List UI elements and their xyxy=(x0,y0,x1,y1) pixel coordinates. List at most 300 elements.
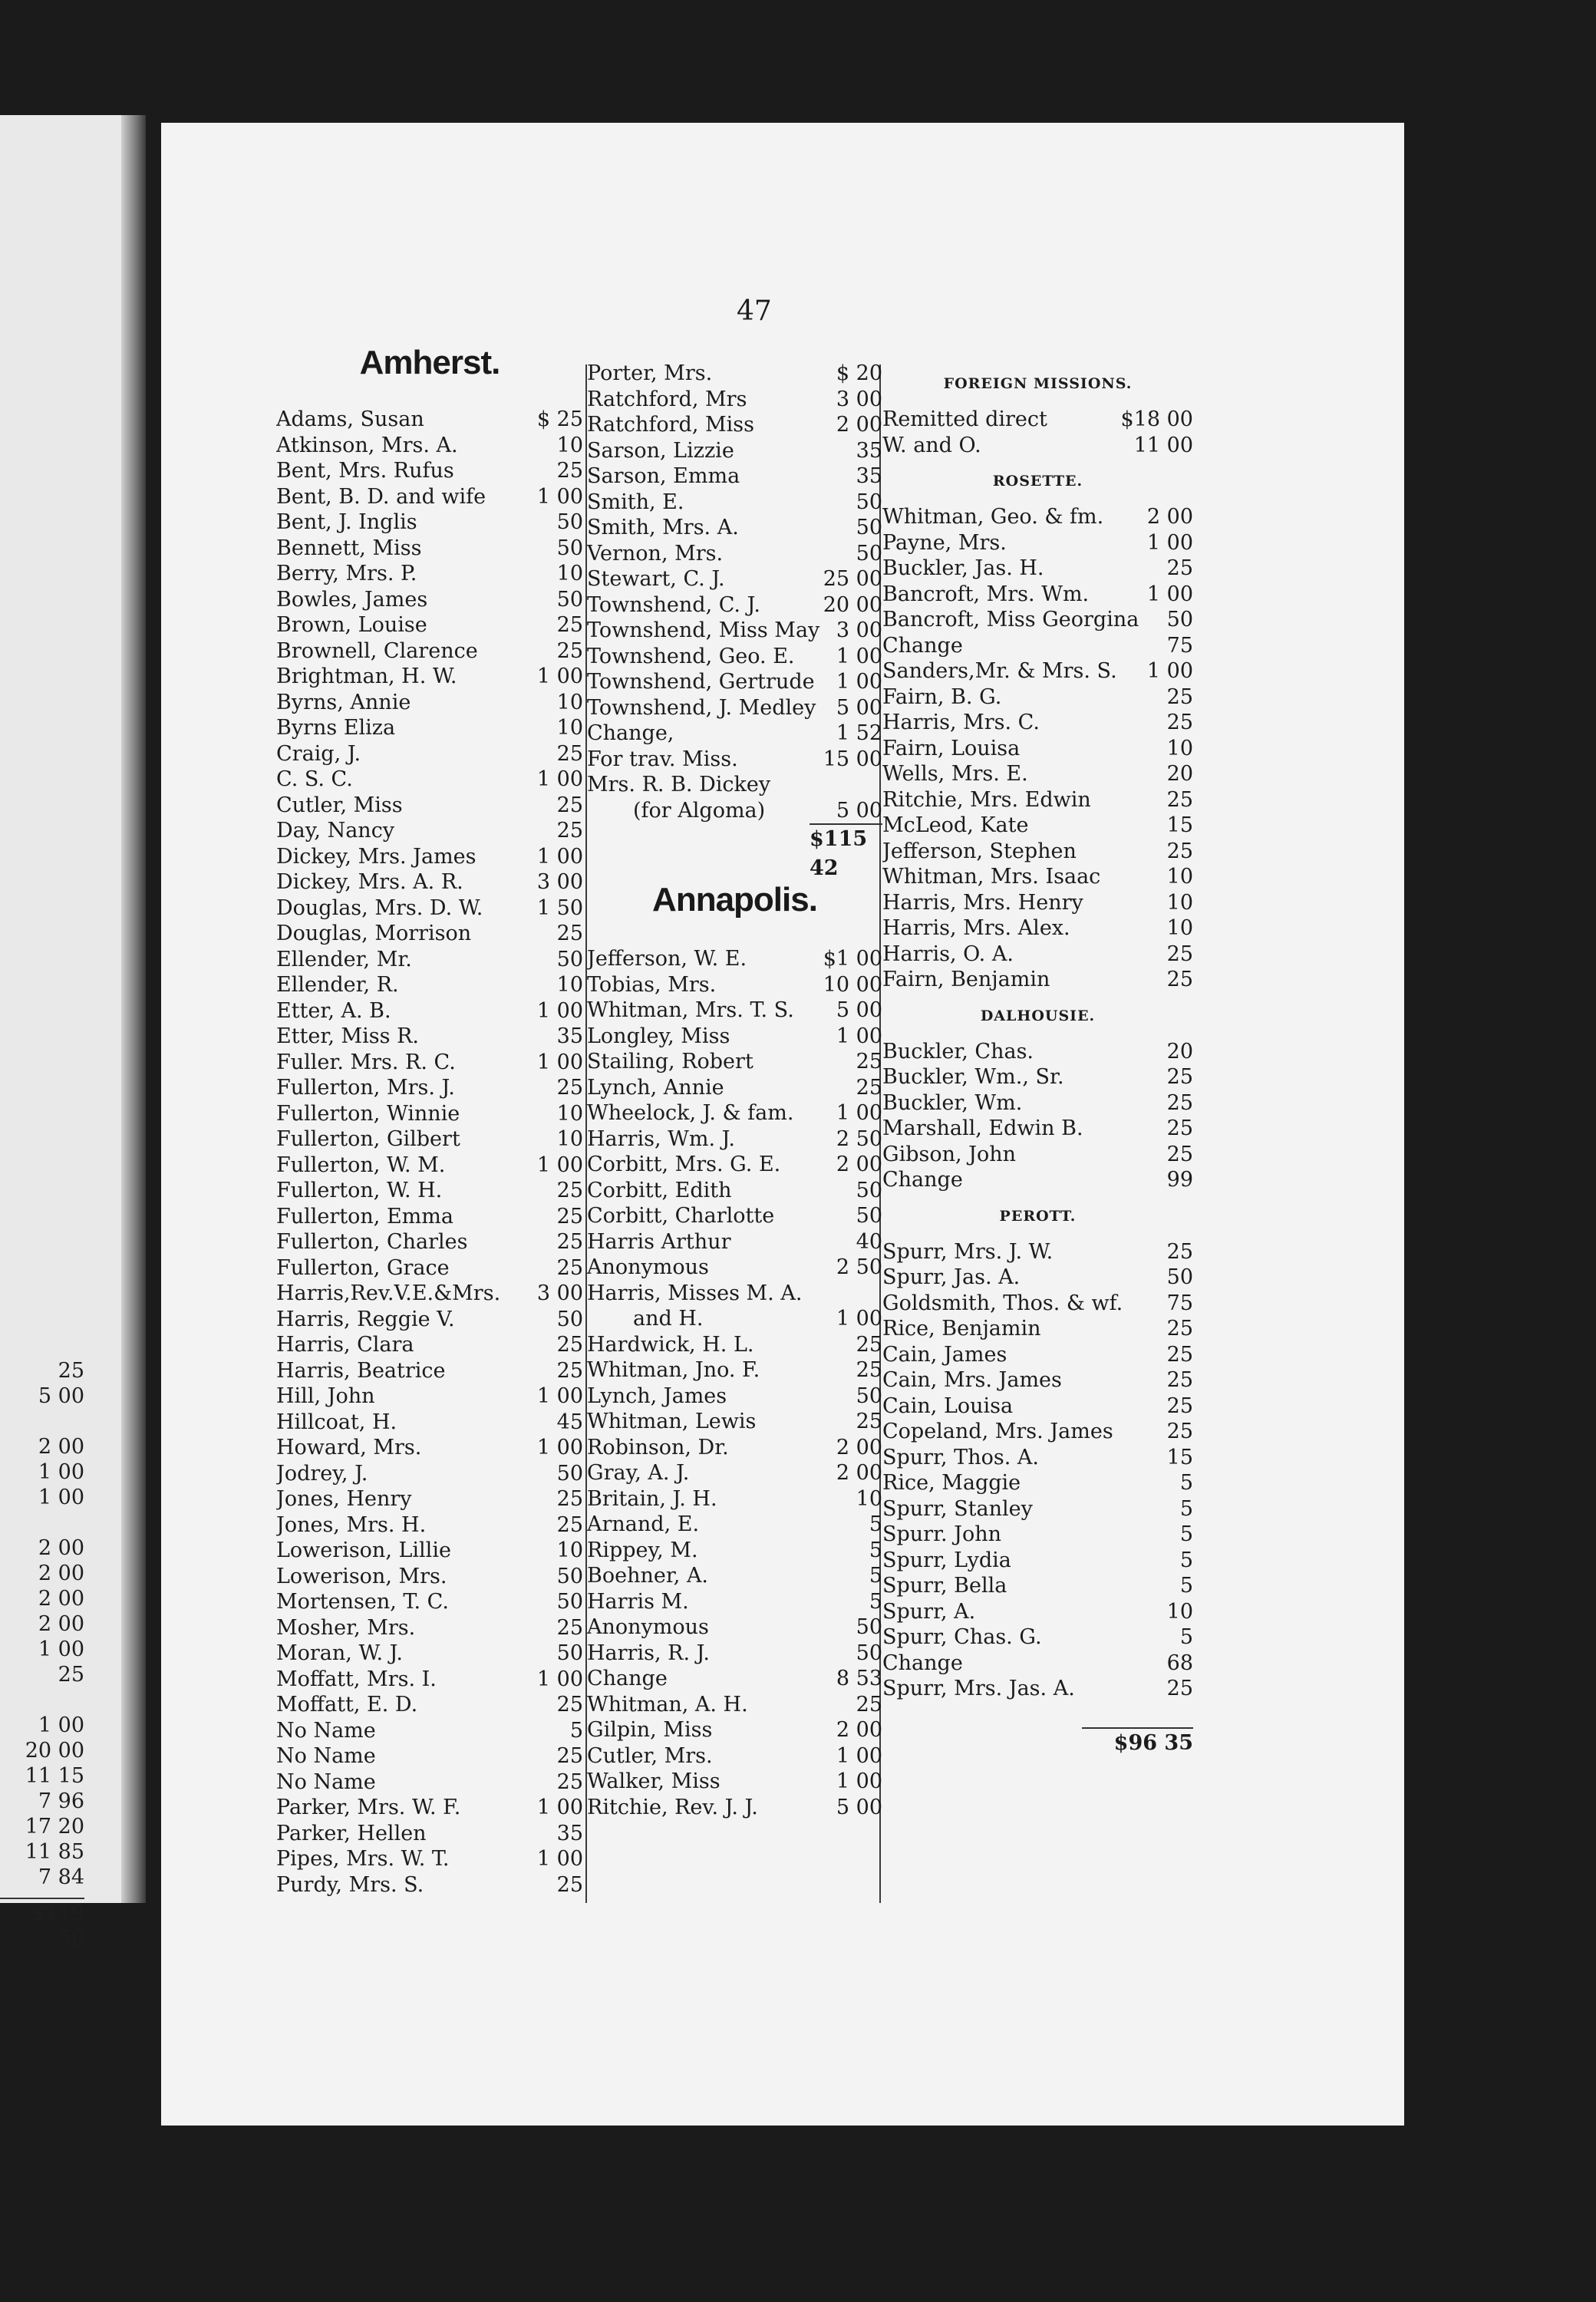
list-item xyxy=(882,942,1193,968)
donation-amount: 25 xyxy=(856,1050,882,1073)
donation-amount: 1 00 xyxy=(536,1436,583,1459)
list-item xyxy=(276,587,583,613)
list-item xyxy=(882,736,1193,762)
list-item xyxy=(587,721,882,747)
donor-name: Adams, Susan xyxy=(276,407,424,431)
facing-page-amount: 1 00 xyxy=(38,1460,84,1484)
donation-amount: 25 xyxy=(856,1410,882,1433)
donation-amount: 10 00 xyxy=(823,972,882,997)
list-item xyxy=(587,1332,882,1358)
donor-name: Moffatt, E. D. xyxy=(276,1693,418,1717)
facing-page-amount: 1 00 xyxy=(38,1713,84,1737)
donor-name: (for Algoma) xyxy=(633,798,766,823)
donor-name: Townshend, Geo. E. xyxy=(587,644,795,668)
donor-name: Harris M. xyxy=(587,1589,689,1614)
donation-amount: $1 00 xyxy=(823,947,882,971)
donor-name: Spurr, Bella xyxy=(882,1574,1007,1598)
donor-name: Jefferson, W. E. xyxy=(587,947,747,971)
donor-name: Spurr, Chas. G. xyxy=(882,1625,1042,1649)
list-item xyxy=(882,433,1193,459)
list-item xyxy=(587,1049,882,1075)
donor-name: Anonymous xyxy=(587,1255,709,1279)
donor-name: C. S. C. xyxy=(276,767,353,791)
list-item xyxy=(276,664,583,690)
donation-amount: 10 xyxy=(556,433,583,457)
donation-amount: 25 xyxy=(1166,1142,1193,1166)
donation-amount: 25 xyxy=(1166,1393,1193,1418)
list-item xyxy=(276,638,583,665)
donation-amount: 25 xyxy=(1166,968,1193,991)
donation-amount: 25 xyxy=(1166,1116,1193,1140)
list-item xyxy=(276,844,583,870)
donation-amount: 1 00 xyxy=(836,670,882,694)
donation-amount: 50 xyxy=(856,1178,882,1202)
donor-name: Spurr, Mrs. J. W. xyxy=(882,1239,1054,1264)
donor-name: W. and O. xyxy=(882,433,981,457)
donation-amount: $ 20 xyxy=(836,361,882,385)
donor-name: Ratchford, Miss xyxy=(587,413,755,437)
list-item xyxy=(882,1470,1193,1496)
donation-amount: 10 xyxy=(1166,916,1193,940)
donation-amount: 35 xyxy=(856,438,882,463)
donation-amount: 45 xyxy=(556,1410,583,1434)
donor-name: Spurr, Stanley xyxy=(882,1496,1033,1521)
list-item xyxy=(276,1718,583,1744)
donor-name: Change xyxy=(882,633,963,658)
donation-amount: 10 xyxy=(556,690,583,714)
donation-amount: 2 00 xyxy=(836,413,882,437)
donation-amount: 25 xyxy=(1166,1342,1193,1367)
list-item xyxy=(587,1384,882,1410)
amherst-list xyxy=(276,407,583,1898)
donor-name: For trav. Miss. xyxy=(587,747,738,771)
donation-amount: 25 xyxy=(556,1333,583,1357)
list-item xyxy=(882,710,1193,736)
rosette-list xyxy=(882,504,1193,993)
donor-name: Rippey, M. xyxy=(587,1538,698,1562)
donation-amount: 5 00 xyxy=(836,998,882,1022)
list-item xyxy=(882,1291,1193,1317)
section-title-foreign-missions: FOREIGN MISSIONS. xyxy=(943,375,1133,392)
donation-amount: 50 xyxy=(556,1564,583,1588)
donor-name: Byrns Eliza xyxy=(276,716,396,740)
list-item xyxy=(276,1615,583,1641)
list-item xyxy=(587,1152,882,1178)
donor-name: Byrns, Annie xyxy=(276,690,411,714)
donor-name: Stewart, C. J. xyxy=(587,567,725,591)
donation-amount: 25 xyxy=(556,1076,583,1100)
column-middle xyxy=(587,361,882,1820)
donation-amount: 25 xyxy=(1166,684,1193,709)
donor-name: Moran, W. J. xyxy=(276,1641,403,1665)
donor-name: Porter, Mrs. xyxy=(587,361,713,385)
donor-name: No Name xyxy=(276,1744,376,1768)
donor-name: and H. xyxy=(633,1307,704,1331)
donor-name: Cain, Mrs. James xyxy=(882,1368,1062,1392)
donor-name: Robinson, Dr. xyxy=(587,1435,729,1459)
list-item xyxy=(276,1795,583,1821)
donor-name: Howard, Mrs. xyxy=(276,1436,422,1459)
list-item xyxy=(587,1229,882,1255)
donor-name: Harris, Beatrice xyxy=(276,1358,446,1383)
donation-amount: 15 00 xyxy=(823,747,882,771)
list-item xyxy=(587,490,882,516)
list-item xyxy=(882,607,1193,633)
donation-amount: 1 00 xyxy=(836,1307,882,1331)
donation-amount: 25 xyxy=(1166,787,1193,812)
donor-name: Fullerton, Emma xyxy=(276,1204,453,1229)
donation-amount: 25 xyxy=(556,1204,583,1229)
donation-amount: 25 xyxy=(556,1744,583,1768)
donation-amount: 10 xyxy=(1166,865,1193,889)
list-item xyxy=(276,1461,583,1487)
donation-amount: 2 50 xyxy=(836,1255,882,1279)
donor-name: Smith, Mrs. A. xyxy=(587,516,739,539)
facing-page-amount: 2 00 xyxy=(38,1562,84,1585)
list-item xyxy=(276,921,583,947)
list-item xyxy=(587,1614,882,1641)
donation-amount: 50 xyxy=(556,1307,583,1331)
list-item xyxy=(587,1255,882,1281)
facing-page-amount: 2 00 xyxy=(38,1587,84,1611)
donor-name: Craig, J. xyxy=(276,741,361,766)
donation-amount: 1 00 xyxy=(836,1101,882,1125)
list-item xyxy=(276,1589,583,1615)
list-item xyxy=(276,561,583,587)
donor-name: Gray, A. J. xyxy=(587,1461,690,1485)
donation-amount: 20 xyxy=(1166,1039,1193,1064)
list-item xyxy=(587,515,882,541)
donation-amount: 10 xyxy=(1166,736,1193,760)
donor-name: Bent, Mrs. Rufus xyxy=(276,459,454,483)
donor-name: Cain, Louisa xyxy=(882,1393,1014,1418)
donor-name: Dickey, Mrs. James xyxy=(276,844,476,869)
list-item xyxy=(276,510,583,536)
donation-amount: 50 xyxy=(556,536,583,560)
donor-name: Boehner, A. xyxy=(587,1564,709,1588)
list-item xyxy=(587,972,882,998)
list-item xyxy=(276,1743,583,1769)
donor-name: Fairn, Louisa xyxy=(882,736,1021,760)
donor-name: Sanders,Mr. & Mrs. S. xyxy=(882,659,1117,683)
donor-name: Smith, E. xyxy=(587,490,684,514)
section-title-rosette: ROSETTE. xyxy=(992,473,1083,490)
list-item xyxy=(587,1306,882,1332)
total-value: $115 42 xyxy=(810,827,868,880)
donation-amount: 50 xyxy=(556,1590,583,1614)
donation-amount: 25 xyxy=(556,459,583,483)
list-item xyxy=(587,361,882,387)
donor-name: No Name xyxy=(276,1769,376,1794)
donation-amount: 25 xyxy=(1166,1239,1193,1264)
donation-amount: 50 xyxy=(556,1641,583,1665)
list-item xyxy=(276,1050,583,1076)
list-item xyxy=(276,1126,583,1153)
list-item xyxy=(276,1486,583,1512)
donation-amount: 5 xyxy=(569,1718,583,1743)
donation-amount: 3 00 xyxy=(836,618,882,642)
list-item xyxy=(276,1512,583,1539)
donation-amount: 25 xyxy=(1166,839,1193,863)
donation-amount: 50 xyxy=(856,516,882,539)
donation-amount: 35 xyxy=(856,464,882,488)
list-item xyxy=(276,1846,583,1872)
donation-amount: 50 xyxy=(856,1615,882,1639)
donor-name: Buckler, Wm. xyxy=(882,1090,1023,1115)
list-item xyxy=(882,1676,1193,1702)
list-item xyxy=(882,633,1193,659)
list-item xyxy=(882,864,1193,890)
donation-amount: 50 xyxy=(856,1641,882,1665)
donation-amount: 1 00 xyxy=(536,484,583,509)
list-item xyxy=(587,1460,882,1486)
donation-amount: 10 xyxy=(556,973,583,997)
donation-amount: 15 xyxy=(1166,1445,1193,1469)
donation-amount: 5 xyxy=(1179,1574,1193,1598)
donation-amount: 25 xyxy=(556,1872,583,1897)
donor-name: Lynch, James xyxy=(587,1384,727,1408)
donor-name: Ratchford, Mrs xyxy=(587,387,747,411)
list-item xyxy=(587,1357,882,1384)
list-item xyxy=(882,915,1193,942)
donation-amount: 25 xyxy=(856,1075,882,1100)
donor-name: Buckler, Wm., Sr. xyxy=(882,1065,1064,1089)
facing-page-left xyxy=(0,115,146,1951)
list-item xyxy=(587,798,882,824)
list-item xyxy=(587,1512,882,1538)
donation-amount: 5 xyxy=(869,1589,882,1614)
donation-amount: 25 xyxy=(556,1179,583,1202)
list-item xyxy=(276,433,583,459)
donor-name: Whitman, A. H. xyxy=(587,1692,748,1717)
donor-name: Harris, Wm. J. xyxy=(587,1126,735,1151)
donor-name: Townshend, C. J. xyxy=(587,592,760,617)
list-item xyxy=(276,1358,583,1384)
donor-name: Harris, Mrs. C. xyxy=(882,711,1040,734)
list-item xyxy=(587,1666,882,1692)
donation-amount: 1 00 xyxy=(536,1050,583,1074)
list-item xyxy=(587,1486,882,1512)
donation-amount: 25 xyxy=(1166,1065,1193,1089)
list-item xyxy=(276,458,583,484)
list-item xyxy=(882,761,1193,787)
donor-name: Whitman, Geo. & fm. xyxy=(882,505,1104,529)
donor-name: Marshall, Edwin B. xyxy=(882,1116,1083,1140)
list-item xyxy=(587,644,882,670)
donor-name: Ellender, Mr. xyxy=(276,947,412,971)
amherst-continued-list xyxy=(587,361,882,823)
donor-name: Hillcoat, H. xyxy=(276,1410,397,1434)
list-item xyxy=(882,1265,1193,1291)
donor-name: Harris, O. A. xyxy=(882,942,1014,966)
donor-name: Whitman, Jno. F. xyxy=(587,1358,760,1382)
list-item xyxy=(882,1316,1193,1342)
donation-amount: 11 00 xyxy=(1133,433,1193,457)
list-item xyxy=(276,1101,583,1127)
donor-name: Wheelock, J. & fam. xyxy=(587,1101,794,1125)
list-item xyxy=(882,813,1193,839)
donor-name: Whitman, Lewis xyxy=(587,1410,757,1433)
donation-amount: 25 xyxy=(556,1487,583,1511)
donor-name: Harris,Rev.V.E.&Mrs. xyxy=(276,1281,501,1305)
list-item xyxy=(587,1717,882,1743)
donor-name: Buckler, Jas. H. xyxy=(882,556,1044,580)
donor-name: Harris Arthur xyxy=(587,1229,731,1254)
donor-name: Cutler, Mrs. xyxy=(587,1743,713,1768)
donation-amount: 10 xyxy=(556,1539,583,1562)
perott-total xyxy=(1082,1727,1193,1758)
donor-name: Bowles, James xyxy=(276,587,428,612)
perott-list xyxy=(882,1239,1193,1702)
donor-name: Fullerton, Mrs. J. xyxy=(276,1076,455,1100)
donation-amount: 1 52 xyxy=(836,721,882,745)
donor-name: Change xyxy=(882,1651,963,1675)
donor-name: Purdy, Mrs. S. xyxy=(276,1872,424,1897)
donation-amount: 5 xyxy=(869,1564,882,1588)
list-item xyxy=(276,612,583,638)
facing-page-total: $119 50 xyxy=(0,1898,84,1951)
donation-amount: 50 xyxy=(556,1461,583,1486)
donor-name: Douglas, Mrs. D. W. xyxy=(276,895,483,920)
donor-name: Sarson, Emma xyxy=(587,464,740,488)
donor-name: Remitted direct xyxy=(882,407,1047,431)
donation-amount: 25 xyxy=(1166,1420,1193,1443)
list-item xyxy=(276,1204,583,1230)
donor-name: Jones, Mrs. H. xyxy=(276,1512,427,1537)
list-item xyxy=(882,787,1193,813)
list-item xyxy=(587,998,882,1024)
donation-amount: 25 xyxy=(1166,1317,1193,1341)
donation-amount: 25 xyxy=(556,1693,583,1717)
book-gutter xyxy=(121,115,146,1903)
list-item xyxy=(882,407,1193,433)
donation-amount: 2 00 xyxy=(836,1153,882,1176)
list-item xyxy=(587,412,882,438)
donation-amount: $ 25 xyxy=(536,407,583,431)
list-item xyxy=(882,1090,1193,1116)
donation-amount: 25 xyxy=(556,1615,583,1640)
donation-amount: 5 xyxy=(869,1538,882,1562)
list-item xyxy=(276,793,583,819)
donation-amount: 1 00 xyxy=(536,1667,583,1691)
donation-amount: 1 00 xyxy=(536,767,583,791)
donation-amount: 50 xyxy=(1166,1265,1193,1289)
donor-name: Ellender, R. xyxy=(276,973,399,997)
donor-name: Rice, Maggie xyxy=(882,1471,1021,1495)
donation-amount: 5 xyxy=(869,1512,882,1536)
list-item xyxy=(882,1239,1193,1265)
donation-amount: 5 xyxy=(1179,1496,1193,1521)
list-item xyxy=(587,1641,882,1667)
donor-name: No Name xyxy=(276,1718,376,1743)
list-item xyxy=(276,1667,583,1693)
donation-amount: 68 xyxy=(1166,1651,1193,1675)
donor-name: Hill, John xyxy=(276,1384,375,1408)
list-item xyxy=(587,618,882,644)
list-item xyxy=(276,947,583,973)
donation-amount: 10 xyxy=(556,562,583,585)
donor-name: Stailing, Robert xyxy=(587,1050,753,1073)
donation-amount: 25 xyxy=(556,819,583,843)
donor-name: Spurr, Thos. A. xyxy=(882,1445,1039,1469)
donor-name: Fullerton, Grace xyxy=(276,1255,450,1280)
donation-amount: 75 xyxy=(1166,633,1193,658)
donor-name: Bennett, Miss xyxy=(276,536,422,560)
donor-name: Corbitt, Charlotte xyxy=(587,1204,775,1228)
donor-name: Fullerton, W. H. xyxy=(276,1179,443,1202)
donation-amount: 25 xyxy=(556,1230,583,1254)
donation-amount: 5 xyxy=(1179,1471,1193,1495)
list-item xyxy=(276,1229,583,1255)
list-item xyxy=(276,1641,583,1667)
list-item xyxy=(276,972,583,998)
donation-amount: 1 00 xyxy=(536,1796,583,1819)
list-item xyxy=(587,1563,882,1589)
donation-amount: 25 xyxy=(556,1358,583,1383)
donor-name: Townshend, Miss May xyxy=(587,618,820,642)
list-item xyxy=(276,895,583,922)
donation-amount: 50 xyxy=(856,1384,882,1408)
list-item xyxy=(587,1178,882,1204)
dalhousie-list xyxy=(882,1039,1193,1193)
facing-page-amount: 2 00 xyxy=(38,1612,84,1636)
section-title-dalhousie: DALHOUSIE. xyxy=(980,1007,1096,1024)
donation-amount: 25 xyxy=(556,793,583,817)
donor-name: Dickey, Mrs. A. R. xyxy=(276,870,463,894)
list-item xyxy=(276,1821,583,1847)
donation-amount: 10 xyxy=(1166,1599,1193,1624)
donation-amount: 50 xyxy=(856,541,882,566)
donation-amount: 25 xyxy=(856,1332,882,1357)
list-item xyxy=(276,741,583,767)
donation-amount: 50 xyxy=(556,947,583,971)
list-item xyxy=(882,1624,1193,1651)
column-amherst xyxy=(276,344,583,1898)
list-item xyxy=(882,1445,1193,1471)
donor-name: Rice, Benjamin xyxy=(882,1317,1041,1341)
list-item xyxy=(587,1538,882,1564)
donation-amount: $18 00 xyxy=(1120,407,1193,431)
donation-amount: 25 xyxy=(1166,711,1193,734)
donation-amount: 10 xyxy=(556,1127,583,1151)
donor-name: Whitman, Mrs. Isaac xyxy=(882,865,1101,889)
list-item xyxy=(882,1651,1193,1677)
list-item xyxy=(882,1419,1193,1445)
donation-amount: 1 00 xyxy=(536,665,583,688)
facing-page-amount: 7 84 xyxy=(38,1865,84,1889)
amherst-total xyxy=(810,823,882,880)
list-item xyxy=(882,504,1193,530)
list-item xyxy=(587,747,882,773)
donor-name: Parker, Hellen xyxy=(276,1821,427,1845)
facing-page-amount: 25 xyxy=(58,1663,84,1687)
donation-amount: 10 xyxy=(556,716,583,740)
list-item xyxy=(882,1548,1193,1574)
facing-page-amount: 1 00 xyxy=(38,1486,84,1509)
donor-name: Bancroft, Mrs. Wm. xyxy=(882,582,1090,606)
facing-page-amount: 17 20 xyxy=(25,1815,84,1839)
donor-name: Day, Nancy xyxy=(276,819,395,843)
donor-name: Hardwick, H. L. xyxy=(587,1332,754,1357)
donor-name: Fairn, Benjamin xyxy=(882,968,1050,991)
donation-amount: 25 xyxy=(856,1358,882,1382)
list-item xyxy=(882,839,1193,865)
donor-name: Buckler, Chas. xyxy=(882,1039,1034,1064)
list-item xyxy=(882,1142,1193,1168)
list-item xyxy=(882,1064,1193,1090)
list-item xyxy=(276,1024,583,1050)
donor-name: Vernon, Mrs. xyxy=(587,541,724,566)
